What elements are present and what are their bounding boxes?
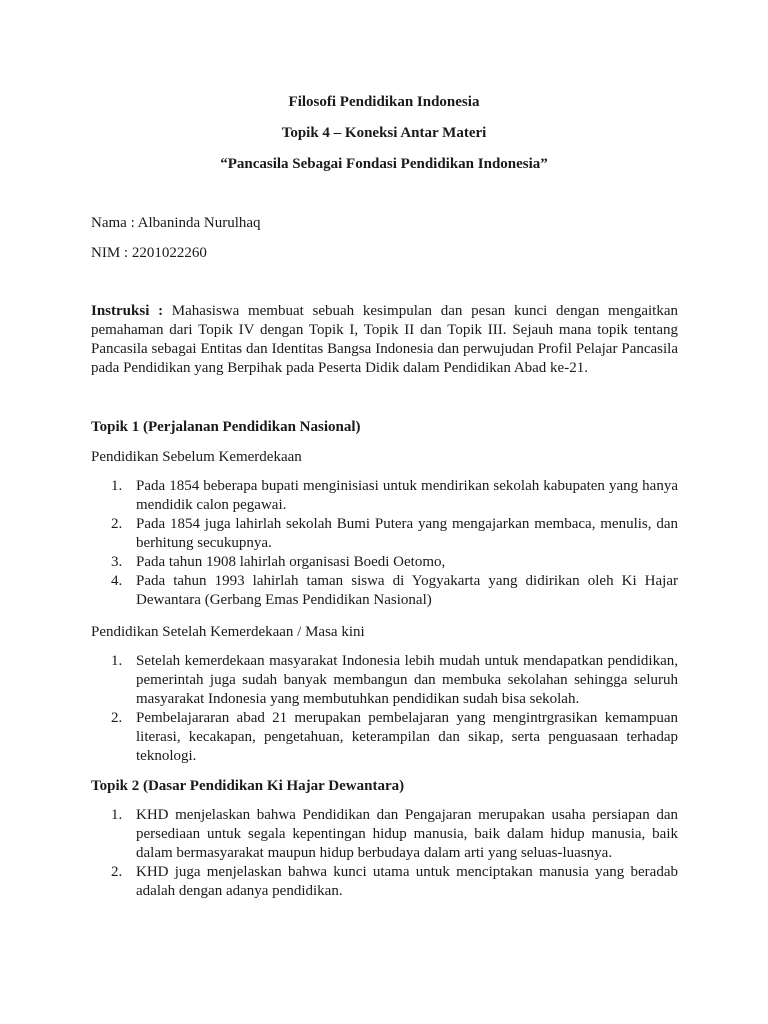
document-title: Filosofi Pendidikan Indonesia — [288, 94, 480, 110]
list-item: 4. Pada tahun 1993 lahirlah taman siswa di Yogyakarta yang didirikan oleh Ki Hajar Dewantara (Gerbang Emas Pendidikan Nasional) — [111, 573, 678, 608]
instruction-paragraph — [91, 302, 678, 378]
topik1-before-heading: Pendidikan Sebelum Kemerdekaan — [91, 449, 302, 465]
student-name: Nama : Albaninda Nurulhaq — [91, 215, 261, 231]
list-item: 2. KHD juga menjelaskan bahwa kunci utama untuk menciptakan manusia yang beradab adalah dengan adanya pendidikan. — [111, 864, 678, 899]
list-item: 1. Setelah kemerdekaan masyarakat Indonesia lebih mudah untuk mendapatkan pendidikan, pemerintah juga sudah banyak membangun dan membuka sekolahan sehingga seluruh masyarakat Indonesia yang membutuhkan pendidikan sudah bisa sekolah. — [111, 653, 678, 707]
list-item: 2. Pada 1854 juga lahirlah sekolah Bumi Putera yang mengajarkan membaca, menulis, dan berhitung secukupnya. — [111, 516, 678, 551]
topik1-after-list — [91, 652, 678, 766]
topik1-before-list — [91, 477, 678, 610]
topik2-heading: Topik 2 (Dasar Pendidikan Ki Hajar Dewantara) — [91, 778, 405, 794]
instruction-text: Mahasiswa membuat sebuah kesimpulan dan pesan kunci dengan mengaitkan pemahaman dari Topik IV dengan Topik I, Topik II dan Topik III. Sejauh mana topik tentang Pancasila sebagai Entitas dan Identitas Bangsa Indonesia dan perwujudan Profil Pelajar Pancasila pada Pendidikan yang Berpihak pada Peserta Didik dalam Pendidikan Abad ke-21. — [91, 303, 679, 376]
list-item: 2. Pembelajararan abad 21 merupakan pembelajaran yang mengintrgrasikan kemampuan literasi, kecakapan, pengetahuan, keterampilan dan sikap, serta penguasaan terhadap teknologi. — [111, 710, 678, 764]
topik1-after-heading: Pendidikan Setelah Kemerdekaan / Masa kini — [91, 624, 365, 640]
document-theme: “Pancasila Sebagai Fondasi Pendidikan Indonesia” — [220, 156, 548, 172]
student-nim: NIM : 2201022260 — [91, 245, 207, 261]
instruction-label: Instruksi : — [91, 303, 164, 319]
list-item: 1. KHD menjelaskan bahwa Pendidikan dan Pengajaran merupakan usaha persiapan dan persediaan untuk segala kepentingan hidup manusia, baik dalam hidup manusia, baik dalam bermasyarakat maupun hidup berbudaya dalam arti yang seluas-luasnya. — [111, 807, 678, 861]
topik2-list — [91, 806, 678, 901]
topik1-heading: Topik 1 (Perjalanan Pendidikan Nasional) — [91, 419, 361, 435]
list-item: 3. Pada tahun 1908 lahirlah organisasi Boedi Oetomo, — [111, 554, 446, 570]
list-item: 1. Pada 1854 beberapa bupati menginisiasi untuk mendirikan sekolah kabupaten yang hanya mendidik calon pegawai. — [111, 478, 678, 513]
document-subtitle: Topik 4 – Koneksi Antar Materi — [281, 125, 487, 141]
